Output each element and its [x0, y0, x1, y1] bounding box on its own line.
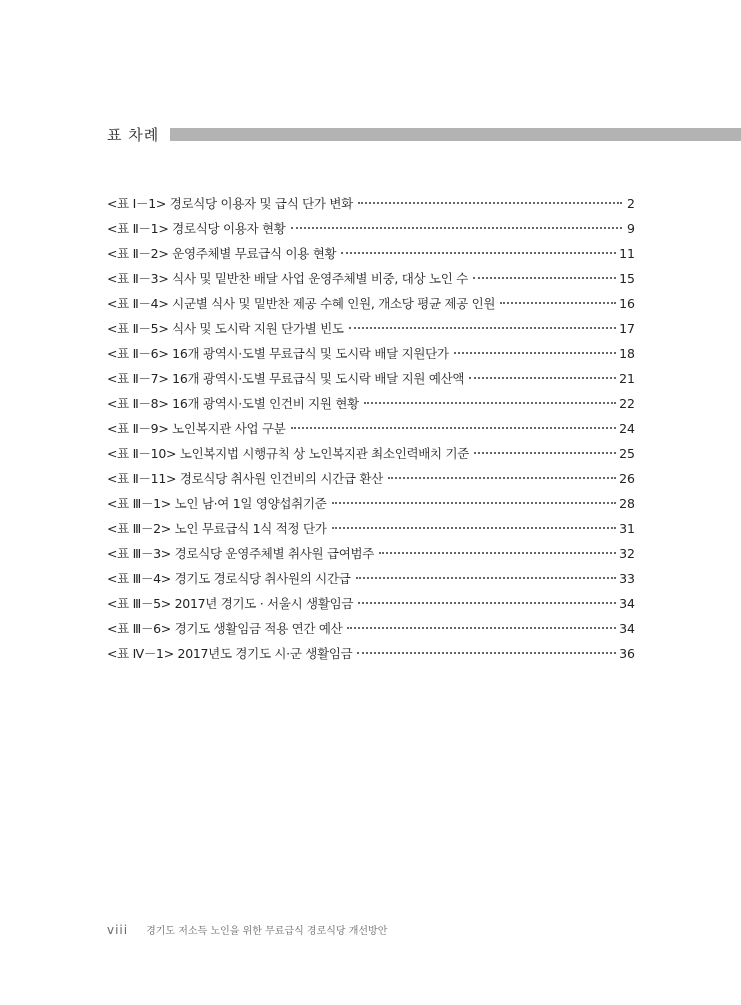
toc-entry-page: 26	[619, 471, 635, 486]
toc-entry-page: 9	[627, 221, 635, 236]
toc-leader-dots	[379, 552, 616, 554]
toc-entry-page: 22	[619, 396, 635, 411]
toc-entry[interactable]	[107, 241, 635, 266]
toc-entry[interactable]	[107, 541, 635, 566]
toc-entry-label: <표 Ⅲ－6> 경기도 생활임금 적용 연간 예산	[107, 621, 343, 636]
toc-leader-dots	[291, 227, 623, 229]
toc-entry[interactable]	[107, 291, 635, 316]
toc-entry-page: 15	[619, 271, 635, 286]
toc-entry-page: 2	[627, 196, 635, 211]
toc-leader-dots	[358, 202, 622, 204]
toc-leader-dots	[356, 577, 617, 579]
toc-entry[interactable]	[107, 316, 635, 341]
toc-leader-dots	[469, 377, 616, 379]
toc-entry-page: 36	[619, 646, 635, 661]
toc-entry-label: <표 Ⅱ－8> 16개 광역시·도별 인건비 지원 현황	[107, 396, 359, 411]
page-number: viii	[107, 923, 129, 937]
toc-entry-label: <표 Ⅲ－4> 경기도 경로식당 취사원의 시간급	[107, 571, 351, 586]
toc-leader-dots	[332, 527, 617, 529]
toc-leader-dots	[358, 602, 616, 604]
toc-entry-page: 16	[619, 296, 635, 311]
toc-leader-dots	[473, 277, 616, 279]
toc-leader-dots	[388, 477, 616, 479]
toc-entry-label: <표 Ⅱ－1> 경로식당 이용자 현황	[107, 221, 286, 236]
toc-entry-label: <표 Ⅱ－3> 식사 및 밑반찬 배달 사업 운영주체별 비중, 대상 노인 수	[107, 271, 468, 286]
toc-leader-dots	[454, 352, 616, 354]
toc-entry[interactable]	[107, 491, 635, 516]
toc-entry-page: 34	[619, 621, 635, 636]
toc-entry[interactable]	[107, 516, 635, 541]
toc-entry-label: <표 Ⅱ－6> 16개 광역시·도별 무료급식 및 도시락 배달 지원단가	[107, 346, 449, 361]
toc-entry[interactable]	[107, 466, 635, 491]
toc-leader-dots	[357, 652, 616, 654]
toc-entry-page: 24	[619, 421, 635, 436]
toc-entry-label: <표 Ⅱ－9> 노인복지관 사업 구분	[107, 421, 286, 436]
toc-entry-page: 32	[619, 546, 635, 561]
toc-entry[interactable]	[107, 616, 635, 641]
toc-entry-label: <표 Ⅱ－4> 시군별 식사 및 밑반찬 제공 수혜 인원, 개소당 평균 제공 인원	[107, 296, 496, 311]
toc-entry-page: 33	[619, 571, 635, 586]
toc-entry[interactable]	[107, 191, 635, 216]
toc-leader-dots	[332, 502, 617, 504]
toc-leader-dots	[474, 452, 616, 454]
toc-entry-label: <표 Ⅱ－7> 16개 광역시·도별 무료급식 및 도시락 배달 지원 예산액	[107, 371, 465, 386]
toc-leader-dots	[349, 327, 616, 329]
toc-leader-dots	[500, 302, 616, 304]
toc-entry-label: <표 Ⅱ－10> 노인복지법 시행규칙 상 노인복지관 최소인력배치 기준	[107, 446, 470, 461]
title-divider-bar	[170, 128, 741, 141]
toc-entry-page: 18	[619, 346, 635, 361]
toc-entry-page: 17	[619, 321, 635, 336]
toc-entry[interactable]	[107, 591, 635, 616]
toc-entry-page: 25	[619, 446, 635, 461]
toc-entry-label: <표 Ⅱ－11> 경로식당 취사원 인건비의 시간급 환산	[107, 471, 383, 486]
toc-entry-label: <표 Ⅲ－2> 노인 무료급식 1식 적정 단가	[107, 521, 327, 536]
toc-entry-label: <표 Ⅲ－5> 2017년 경기도 · 서울시 생활임금	[107, 596, 354, 611]
toc-entry-page: 34	[619, 596, 635, 611]
toc-entry[interactable]	[107, 341, 635, 366]
toc-entry-label: <표 Ⅱ－2> 운영주체별 무료급식 이용 현황	[107, 246, 337, 261]
toc-entry-label: <표 Ⅲ－3> 경로식당 운영주체별 취사원 급여범주	[107, 546, 375, 561]
toc-entry[interactable]	[107, 416, 635, 441]
toc-leader-dots	[291, 427, 617, 429]
toc-entry[interactable]	[107, 266, 635, 291]
toc-entry[interactable]	[107, 216, 635, 241]
toc-entry[interactable]	[107, 441, 635, 466]
running-title: 경기도 저소득 노인을 위한 무료급식 경로식당 개선방안	[146, 926, 388, 937]
toc-leader-dots	[341, 252, 616, 254]
toc-entry-page: 11	[619, 246, 635, 261]
toc-entry-label: <표 Ⅱ－5> 식사 및 도시락 지원 단가별 빈도	[107, 321, 344, 336]
toc-entry-page: 31	[619, 521, 635, 536]
toc-entry-label: <표 Ⅰ－1> 경로식당 이용자 및 급식 단가 변화	[107, 196, 353, 211]
toc-entry[interactable]	[107, 641, 635, 666]
toc-entry-label: <표 Ⅳ－1> 2017년도 경기도 시·군 생활임금	[107, 646, 353, 661]
toc-leader-dots	[364, 402, 616, 404]
toc-entry[interactable]	[107, 391, 635, 416]
toc-entry[interactable]	[107, 366, 635, 391]
page-title: 표 차례	[107, 126, 160, 144]
toc-entry[interactable]	[107, 566, 635, 591]
page-footer	[107, 922, 387, 937]
toc-leader-dots	[347, 627, 616, 629]
toc-entry-page: 21	[619, 371, 635, 386]
table-of-contents	[107, 191, 635, 666]
toc-entry-label: <표 Ⅲ－1> 노인 남·여 1일 영양섭취기준	[107, 496, 327, 511]
toc-entry-page: 28	[619, 496, 635, 511]
